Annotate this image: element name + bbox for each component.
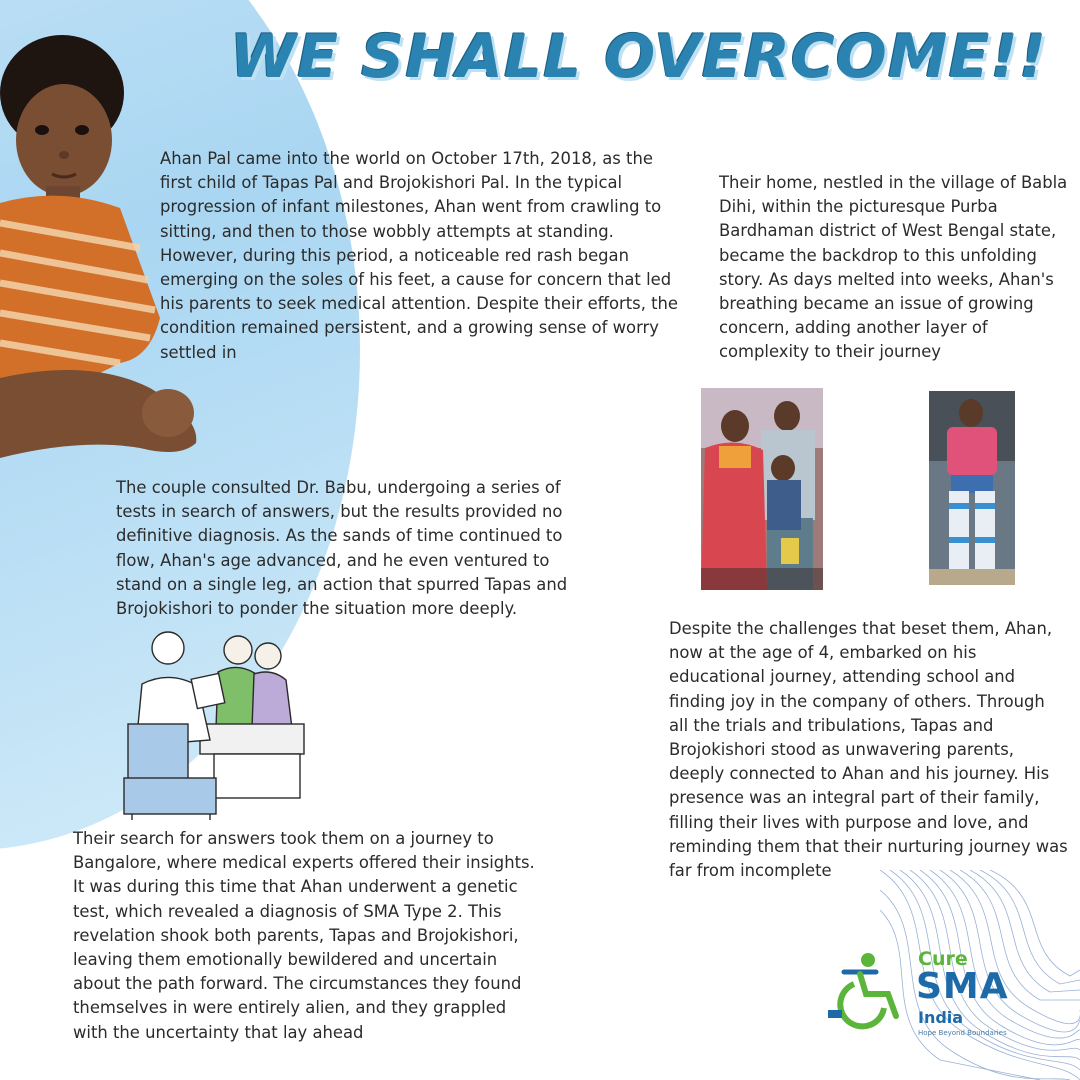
paragraph-diagnosis: Their search for answers took them on a journey to Bangalore, where medical experts offered their insights. It was during this time that Ahan underwent a genetic test, which revealed a diagnosis of SMA Type 2. This revelation shook both parents, Tapas and Brojokishori, leaving them emotionally bewildered and uncertain about the path forward. The circumstances they found themselves in were entirely alien, and they grappled with the uncertainty that lay ahead: [73, 829, 535, 1042]
logo-cure: Cure: [918, 948, 968, 970]
family-photo: [701, 388, 823, 590]
paragraph-doctor: The couple consulted Dr. Babu, undergoing a series of tests in search of answers, but the results provided no definitive diagnosis. As the sands of time continued to flow, Ahan's age advanced, and he even ventured to stand on a single leg, an action that spurred Tapas and Brojokishori to ponder the situation more deeply.: [116, 478, 568, 619]
page-title: WE SHALL OVERCOME!!: [230, 22, 1048, 92]
wheelchair-icon: [826, 950, 916, 1032]
logo-india: India: [918, 1008, 964, 1027]
braces-photo: [929, 391, 1015, 585]
logo-sma: SMA: [916, 966, 1009, 1007]
paragraph-school: Despite the challenges that beset them, Ahan, now at the age of 4, embarked on his educational journey, attending school and finding joy in the company of others. Through all the trials and tribulations, Tapas and Brojokishori stood as unwavering parents, deeply connected to Ahan and his journey. His presence was an integral part of their family, filling their lives with purpose and love, and reminding them that their nurturing journey was far from incomplete: [669, 619, 1068, 881]
paragraph-birth: Ahan Pal came into the world on October 17th, 2018, as the first child of Tapas Pal and Brojokishori Pal. In the typical progression of infant milestones, Ahan went from crawling to sitting, and then to those wobbly attempts at standing. However, during this period, a noticeable red rash began emerging on the soles of his feet, a cause for concern that led his parents to seek medical attention. Despite their efforts, the condition remained persistent, and a growing sense of worry settled in: [160, 149, 679, 362]
consultation-illustration: [122, 628, 312, 820]
paragraph-home: Their home, nestled in the village of Babla Dihi, within the picturesque Purba Bardhaman district of West Bengal state, became the backdrop to this unfolding story. As days melted into weeks, Ahan's breathing became an issue of growing concern, adding another layer of complexity to their journey: [719, 173, 1068, 362]
logo-tagline: Hope Beyond Boundaries: [918, 1029, 1007, 1037]
cure-sma-india-logo: [826, 948, 1026, 1040]
